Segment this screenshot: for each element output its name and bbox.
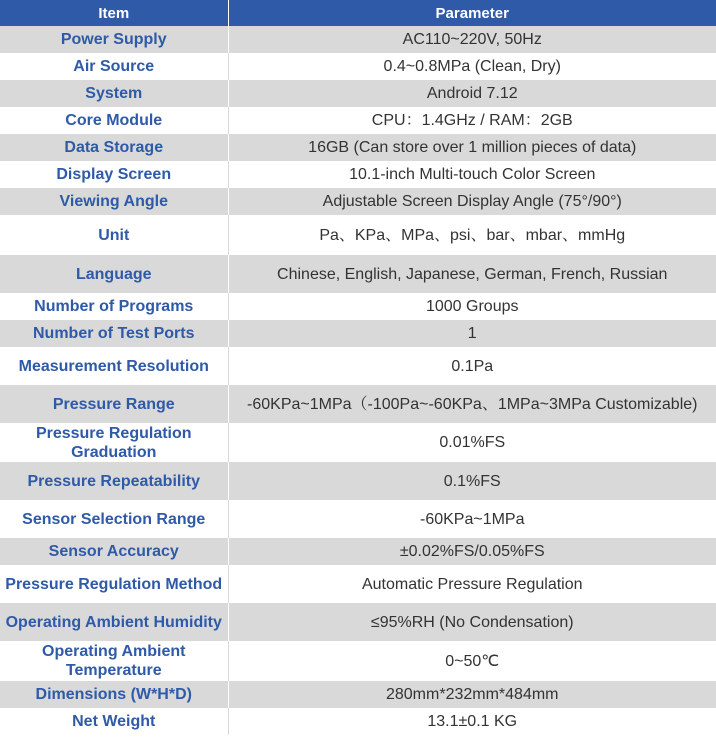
row-parameter: -60KPa~1MPa（-100Pa~-60KPa、1MPa~3MPa Customizable) bbox=[228, 385, 716, 423]
table-row bbox=[0, 565, 716, 603]
table-row bbox=[0, 320, 716, 347]
table-row bbox=[0, 215, 716, 255]
table-row bbox=[0, 500, 716, 538]
table-row bbox=[0, 347, 716, 385]
table-row bbox=[0, 161, 716, 188]
row-item: Unit bbox=[0, 215, 228, 255]
row-item: Viewing Angle bbox=[0, 188, 228, 215]
table-row bbox=[0, 603, 716, 641]
row-parameter: AC110~220V, 50Hz bbox=[228, 26, 716, 53]
table-row bbox=[0, 708, 716, 735]
table-row bbox=[0, 134, 716, 161]
row-parameter: 0.1%FS bbox=[228, 462, 716, 500]
row-item: System bbox=[0, 80, 228, 107]
row-parameter: 1 bbox=[228, 320, 716, 347]
table-row bbox=[0, 255, 716, 293]
row-parameter: Android 7.12 bbox=[228, 80, 716, 107]
row-parameter: 280mm*232mm*484mm bbox=[228, 681, 716, 708]
row-item: Net Weight bbox=[0, 708, 228, 735]
row-item: Operating Ambient Humidity bbox=[0, 603, 228, 641]
row-parameter: 1000 Groups bbox=[228, 293, 716, 320]
row-parameter: 10.1-inch Multi-touch Color Screen bbox=[228, 161, 716, 188]
row-parameter: CPU：1.4GHz / RAM：2GB bbox=[228, 107, 716, 134]
row-item: Pressure Regulation Method bbox=[0, 565, 228, 603]
header-row bbox=[0, 0, 716, 26]
table-row bbox=[0, 641, 716, 681]
row-parameter: Chinese, English, Japanese, German, French, Russian bbox=[228, 255, 716, 293]
table-row bbox=[0, 53, 716, 80]
table-row bbox=[0, 681, 716, 708]
row-item: Display Screen bbox=[0, 161, 228, 188]
row-item: Number of Programs bbox=[0, 293, 228, 320]
table-row bbox=[0, 538, 716, 565]
row-parameter: 0~50℃ bbox=[228, 641, 716, 681]
table-row bbox=[0, 80, 716, 107]
row-parameter: 13.1±0.1 KG bbox=[228, 708, 716, 735]
table-row bbox=[0, 293, 716, 320]
row-item: Pressure Repeatability bbox=[0, 462, 228, 500]
row-item: Operating Ambient Temperature bbox=[0, 641, 228, 681]
row-item: Data Storage bbox=[0, 134, 228, 161]
table-row bbox=[0, 188, 716, 215]
row-parameter: 0.4~0.8MPa (Clean, Dry) bbox=[228, 53, 716, 80]
row-parameter: Automatic Pressure Regulation bbox=[228, 565, 716, 603]
row-parameter: Adjustable Screen Display Angle (75°/90°) bbox=[228, 188, 716, 215]
header-parameter: Parameter bbox=[228, 0, 716, 26]
table-row bbox=[0, 26, 716, 53]
table-row bbox=[0, 107, 716, 134]
row-item: Dimensions (W*H*D) bbox=[0, 681, 228, 708]
row-parameter: 0.1Pa bbox=[228, 347, 716, 385]
row-parameter: ±0.02%FS/0.05%FS bbox=[228, 538, 716, 565]
row-item: Air Source bbox=[0, 53, 228, 80]
row-item: Language bbox=[0, 255, 228, 293]
table-row bbox=[0, 462, 716, 500]
row-item: Number of Test Ports bbox=[0, 320, 228, 347]
row-item: Pressure Regulation Graduation bbox=[0, 423, 228, 462]
row-item: Pressure Range bbox=[0, 385, 228, 423]
row-parameter: 16GB (Can store over 1 million pieces of data) bbox=[228, 134, 716, 161]
row-item: Measurement Resolution bbox=[0, 347, 228, 385]
row-parameter: -60KPa~1MPa bbox=[228, 500, 716, 538]
row-item: Core Module bbox=[0, 107, 228, 134]
header-item: Item bbox=[0, 0, 228, 26]
row-item: Sensor Selection Range bbox=[0, 500, 228, 538]
table-row bbox=[0, 385, 716, 423]
table-row bbox=[0, 423, 716, 462]
row-item: Sensor Accuracy bbox=[0, 538, 228, 565]
row-parameter: ≤95%RH (No Condensation) bbox=[228, 603, 716, 641]
row-item: Power Supply bbox=[0, 26, 228, 53]
row-parameter: 0.01%FS bbox=[228, 423, 716, 462]
row-parameter: Pa、KPa、MPa、psi、bar、mbar、mmHg bbox=[228, 215, 716, 255]
